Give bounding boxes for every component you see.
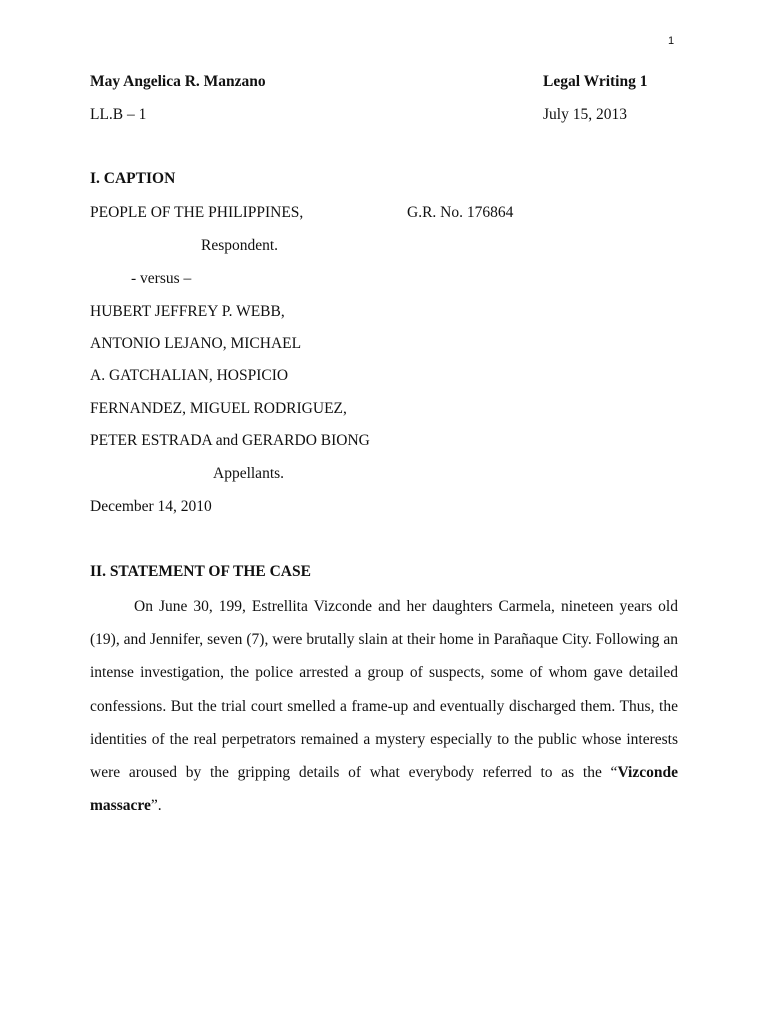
gr-number: G.R. No. 176864: [407, 204, 514, 221]
page-number: 1: [668, 35, 675, 47]
case-name-emphasis: Vizconde massacre: [90, 764, 678, 815]
statement-body: On June 30, 199, Estrellita Vizconde and her daughters Carmela, nineteen years old (19), and Jennifer, seven (7), were brutally slain at their home in Parañaque City. Following an intense investigation, the police arrested a group of suspects, some of whom gave detailed confessions. But the trial court smelled a frame-up and eventually discharged them. Thus, the identities of the real perpetrators remained a mystery especially to the public whose interests were aroused by the gripping details of what everybody referred to as the “: [90, 598, 678, 782]
author-name: May Angelica R. Manzano: [90, 73, 266, 90]
caption-heading: I. CAPTION: [90, 170, 176, 187]
appellant-line: ANTONIO LEJANO, MICHAEL: [90, 335, 302, 352]
statement-paragraph: [90, 590, 678, 822]
appellants-role: Appellants.: [213, 465, 285, 482]
decision-date: December 14, 2010: [90, 498, 212, 515]
respondent-party: PEOPLE OF THE PHILIPPINES,: [90, 204, 304, 221]
statement-body-end: ”.: [150, 797, 162, 815]
respondent-role: Respondent.: [201, 237, 279, 254]
program: LL.B – 1: [90, 106, 147, 123]
appellant-line: HUBERT JEFFREY P. WEBB,: [90, 303, 285, 320]
appellant-line: FERNANDEZ, MIGUEL RODRIGUEZ,: [90, 400, 347, 417]
versus-line: - versus –: [131, 270, 192, 287]
appellant-line: A. GATCHALIAN, HOSPICIO: [90, 367, 289, 384]
submission-date: July 15, 2013: [543, 106, 627, 123]
course-name: Legal Writing 1: [543, 73, 648, 90]
appellant-line: PETER ESTRADA and GERARDO BIONG: [90, 432, 370, 449]
statement-heading: II. STATEMENT OF THE CASE: [90, 563, 311, 580]
